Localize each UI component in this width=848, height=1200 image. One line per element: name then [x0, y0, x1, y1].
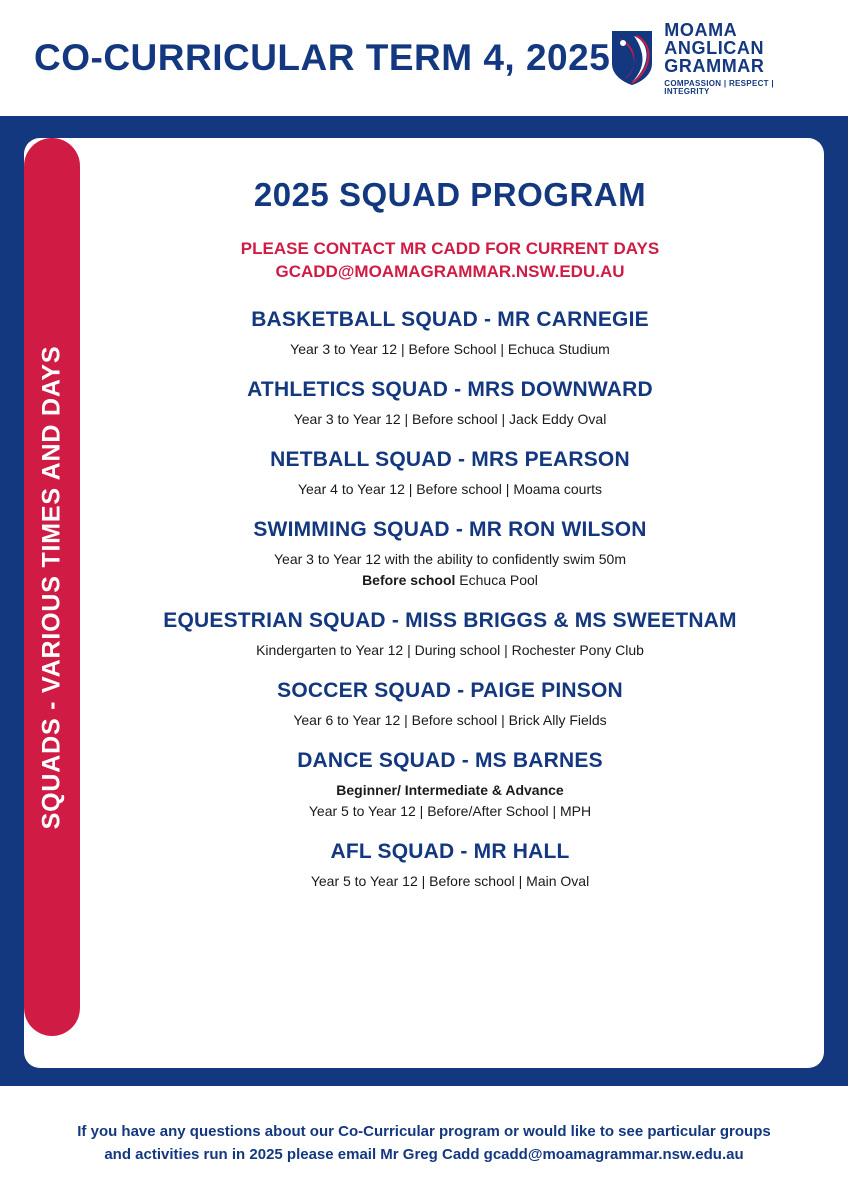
squad-entry: [116, 749, 784, 822]
footer-line-2: and activities run in 2025 please email Mr Greg Cadd gcadd@moamagrammar.nsw.edu.au: [104, 1146, 744, 1163]
squad-detail: Year 3 to Year 12 | Before School | Echuca Studium: [290, 340, 610, 357]
side-tab: [24, 138, 80, 1036]
page-footer: [0, 1086, 848, 1200]
squad-name: SWIMMING SQUAD - MR RON WILSON: [253, 517, 647, 541]
logo-line-1: MOAMA: [664, 19, 738, 40]
contact-email: GCADD@MOAMAGRAMMAR.NSW.EDU.AU: [275, 261, 625, 281]
logo-wordmark: [664, 21, 816, 96]
logo-line-2: ANGLICAN: [664, 37, 765, 58]
contact-line-1: PLEASE CONTACT MR CADD FOR CURRENT DAYS: [240, 239, 660, 258]
squad-name: EQUESTRIAN SQUAD - MISS BRIGGS & MS SWEETNAM: [163, 608, 737, 632]
footer-line-1: If you have any questions about our Co-Curricular program or would like to see particular groups: [77, 1122, 771, 1140]
contact-block: [116, 238, 784, 284]
crest-icon: [610, 30, 654, 86]
squad-name: BASKETBALL SQUAD - MR CARNEGIE: [251, 307, 649, 331]
squad-detail: Kindergarten to Year 12 | During school | Rochester Pony Club: [256, 641, 644, 658]
squad-detail: Year 3 to Year 12 | Before school | Jack Eddy Oval: [293, 410, 607, 427]
squad-detail: Year 4 to Year 12 | Before school | Moama courts: [297, 480, 603, 497]
squad-name: SOCCER SQUAD - PAIGE PINSON: [277, 678, 623, 702]
squad-subdetail: Beginner/ Intermediate & Advance: [336, 781, 564, 798]
school-logo: [610, 21, 824, 96]
logo-tagline: COMPASSION | RESPECT | INTEGRITY: [664, 78, 774, 96]
squad-detail: Year 5 to Year 12 | Before/After School | MPH: [308, 802, 592, 819]
squad-entry: [116, 378, 784, 430]
squad-name: DANCE SQUAD - MS BARNES: [297, 748, 603, 772]
squad-sub-venue: Echuca Pool: [455, 571, 538, 588]
squad-entry: [116, 609, 784, 661]
card-title: 2025 SQUAD PROGRAM: [253, 176, 647, 213]
squad-entry: [116, 448, 784, 500]
squad-sub-label: Before school: [362, 571, 456, 588]
squad-entry: [116, 308, 784, 360]
squad-subdetail: [116, 570, 784, 591]
squad-name: AFL SQUAD - MR HALL: [330, 839, 570, 863]
squad-entry: [116, 518, 784, 591]
squad-detail: Year 3 to Year 12 with the ability to confidently swim 50m: [273, 550, 627, 567]
content-card: [24, 138, 824, 1068]
page-header: [0, 0, 848, 116]
page-title: CO-CURRICULAR TERM 4, 2025: [34, 37, 611, 78]
squad-name: ATHLETICS SQUAD - MRS DOWNWARD: [247, 377, 653, 401]
squad-entry: [116, 840, 784, 892]
squad-entry: [116, 679, 784, 731]
squad-detail: Year 5 to Year 12 | Before school | Main Oval: [310, 872, 590, 889]
side-tab-label: SQUADS - VARIOUS TIMES AND DAYS: [37, 345, 66, 829]
blue-body-panel: [0, 116, 848, 1086]
logo-line-3: GRAMMAR: [664, 55, 765, 76]
squad-detail: Year 6 to Year 12 | Before school | Brick Ally Fields: [293, 711, 607, 728]
squad-name: NETBALL SQUAD - MRS PEARSON: [270, 447, 630, 471]
